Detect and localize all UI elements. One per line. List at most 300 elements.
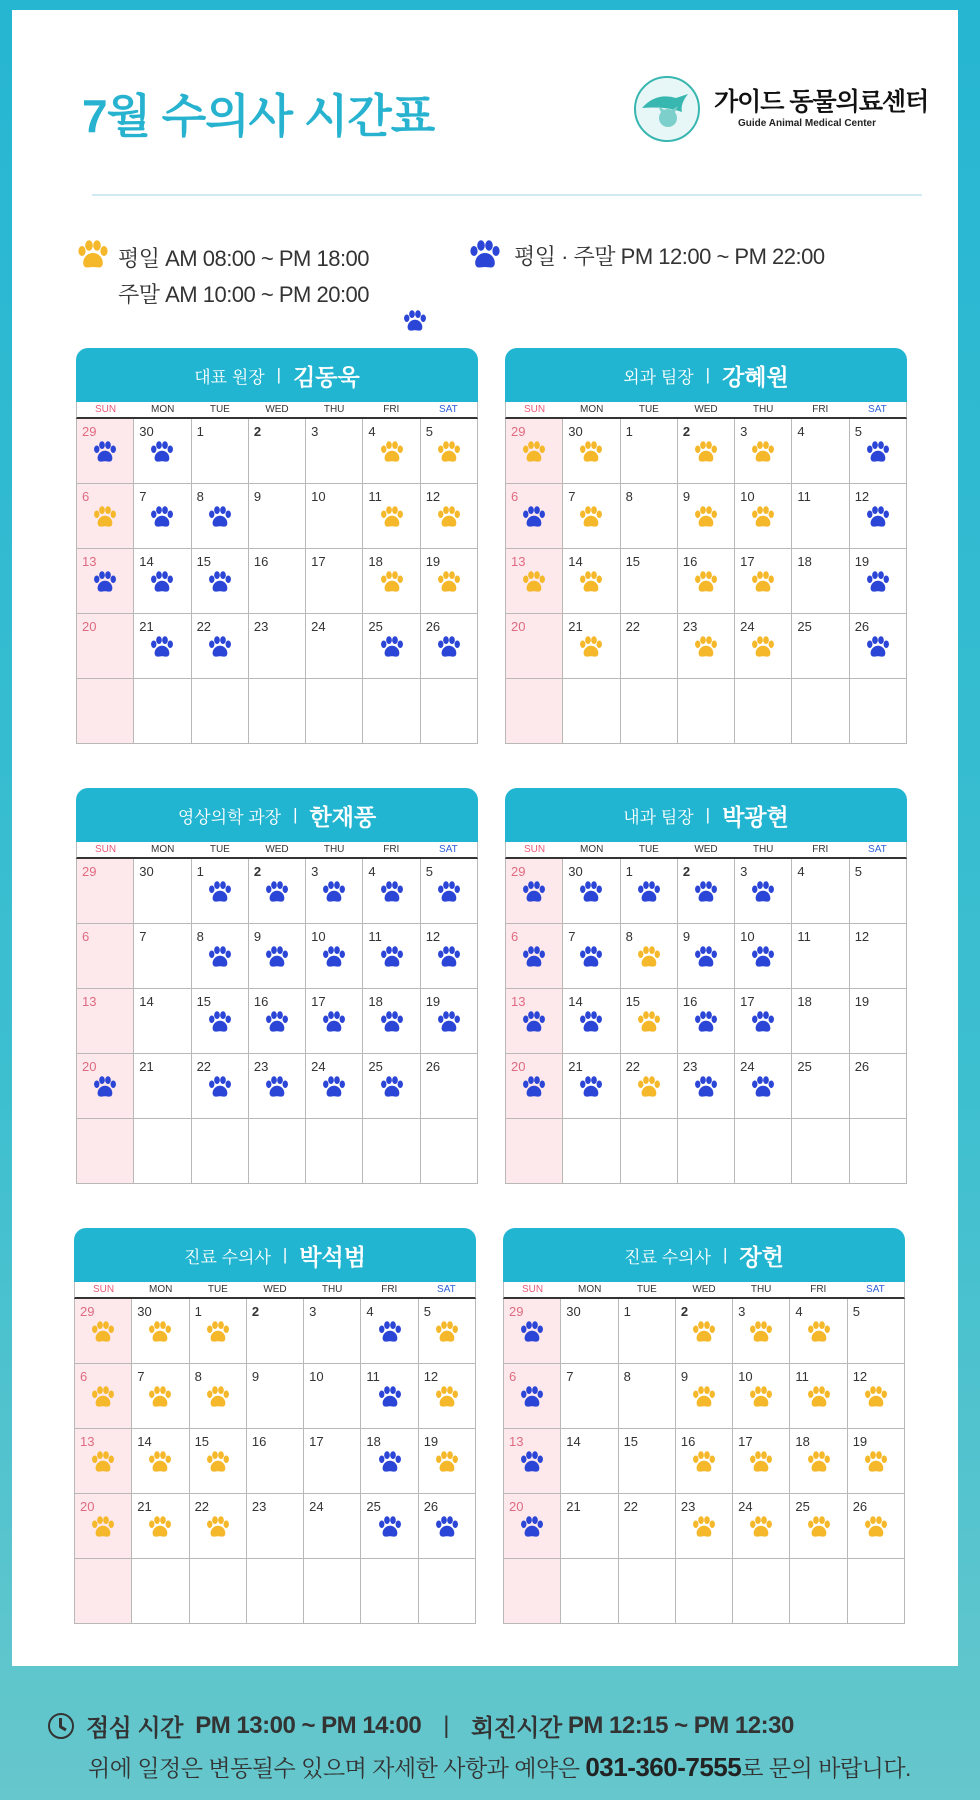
blue-paw-icon — [402, 310, 428, 334]
day-number: 20 — [82, 619, 97, 634]
blue-paw-icon — [264, 1076, 290, 1100]
day-cell — [790, 1364, 847, 1429]
blue-paw-icon — [149, 571, 175, 595]
day-number: 22 — [623, 1499, 639, 1514]
weekday-label: SAT — [868, 844, 887, 855]
calendar-header — [76, 348, 478, 402]
day-number: 25 — [795, 1499, 810, 1514]
day-cell — [621, 989, 678, 1054]
blue-paw-icon — [865, 441, 891, 465]
day-cell — [735, 859, 792, 924]
day-number: 26 — [423, 1499, 439, 1514]
day-cell — [790, 1429, 847, 1494]
day-cell — [506, 859, 563, 924]
day-number: 20 — [511, 1059, 526, 1074]
day-cell — [790, 1559, 847, 1624]
day-number: 13 — [511, 554, 526, 569]
day-cell — [848, 1299, 905, 1364]
day-cell — [421, 924, 478, 989]
yellow-paw-icon — [691, 1321, 717, 1345]
day-number: 17 — [740, 994, 755, 1009]
day-cell — [563, 679, 620, 744]
day-cell — [77, 419, 134, 484]
blue-paw-icon — [377, 1321, 403, 1345]
header-separator: | — [282, 1245, 288, 1264]
blue-paw-icon — [207, 636, 233, 660]
day-number: 4 — [368, 864, 376, 879]
schedule-card — [12, 10, 958, 1666]
day-cell — [249, 924, 306, 989]
weekday-label: SUN — [524, 404, 546, 415]
day-number: 1 — [196, 424, 204, 439]
day-cell — [848, 1429, 905, 1494]
day-cell — [563, 989, 620, 1054]
day-number: 3 — [309, 1304, 317, 1319]
yellow-paw-icon — [806, 1321, 832, 1345]
day-cell — [363, 679, 420, 744]
day-number: 11 — [797, 929, 811, 944]
yellow-paw-icon — [434, 1321, 460, 1345]
day-cell — [77, 679, 134, 744]
day-cell — [77, 859, 134, 924]
blue-paw-icon — [207, 1011, 233, 1035]
day-number: 7 — [568, 489, 576, 504]
yellow-paw-icon — [205, 1321, 231, 1345]
day-cell — [306, 1119, 363, 1184]
day-number: 14 — [139, 554, 154, 569]
day-cell — [75, 1299, 132, 1364]
day-number: 15 — [625, 554, 641, 569]
doctor-role: 진료 수의사 — [624, 1247, 711, 1267]
day-number: 26 — [854, 619, 870, 634]
day-cell — [563, 859, 620, 924]
weekday-header — [76, 402, 478, 419]
day-number: 6 — [511, 929, 519, 944]
day-cell — [77, 614, 134, 679]
day-number: 29 — [511, 424, 526, 439]
day-number: 18 — [797, 994, 812, 1009]
day-number: 8 — [196, 929, 204, 944]
yellow-paw-icon — [693, 571, 719, 595]
day-cell — [363, 989, 420, 1054]
yellow-paw-icon — [578, 636, 604, 660]
blue-paw-icon — [264, 946, 290, 970]
day-cell — [561, 1364, 618, 1429]
day-number: 12 — [423, 1369, 439, 1384]
day-cell — [792, 484, 849, 549]
weekday-label: MON — [151, 404, 175, 415]
weekday-label: SUN — [93, 1284, 115, 1295]
day-cell — [792, 419, 849, 484]
day-cell — [77, 484, 134, 549]
day-number: 9 — [253, 929, 262, 944]
day-cell — [735, 419, 792, 484]
day-cell — [421, 1119, 478, 1184]
day-cell — [361, 1559, 418, 1624]
day-cell — [363, 484, 420, 549]
header-separator: | — [293, 805, 298, 824]
logo-subtitle: Guide Animal Medical Center — [738, 118, 876, 129]
day-number: 9 — [253, 489, 262, 504]
day-cell — [563, 419, 620, 484]
day-number: 5 — [425, 864, 433, 879]
blue-paw-icon — [865, 506, 891, 530]
day-cell — [247, 1559, 304, 1624]
day-cell — [563, 614, 620, 679]
blue-paw-icon — [379, 881, 405, 905]
day-number: 8 — [623, 1369, 631, 1384]
blue-paw-icon — [434, 1516, 460, 1540]
blue-paw-icon — [521, 881, 547, 905]
yellow-paw-icon — [205, 1516, 231, 1540]
day-cell — [504, 1299, 561, 1364]
day-cell — [75, 1429, 132, 1494]
weekday-label: TUE — [209, 404, 230, 415]
day-number: 17 — [740, 554, 755, 569]
day-cell — [678, 1119, 735, 1184]
weekday-label: WED — [265, 404, 289, 415]
day-cell — [621, 549, 678, 614]
blue-paw-icon — [519, 1386, 545, 1410]
weekday-label: MON — [580, 844, 604, 855]
day-cell — [306, 419, 363, 484]
day-number: 30 — [568, 424, 583, 439]
day-cell — [192, 989, 249, 1054]
day-cell — [735, 549, 792, 614]
day-cell — [506, 419, 563, 484]
blue-paw-icon — [578, 881, 604, 905]
day-cell — [363, 1119, 420, 1184]
day-number: 3 — [311, 864, 319, 879]
yellow-paw-icon — [147, 1516, 173, 1540]
day-cell — [563, 549, 620, 614]
day-number: 24 — [740, 1059, 755, 1074]
weekday-label: THU — [323, 404, 345, 415]
day-number: 26 — [852, 1499, 868, 1514]
day-cell — [790, 1494, 847, 1559]
day-number: 29 — [82, 864, 97, 879]
yellow-paw-icon — [205, 1386, 231, 1410]
calendar-grid — [74, 1299, 476, 1624]
calendar-grid — [76, 419, 478, 744]
day-cell — [419, 1494, 476, 1559]
yellow-paw-icon — [636, 1076, 662, 1100]
footer-divider: | — [443, 1711, 449, 1739]
day-number: 2 — [253, 864, 262, 879]
day-number: 29 — [509, 1304, 524, 1319]
day-cell — [850, 614, 907, 679]
day-number: 8 — [625, 929, 633, 944]
day-number: 12 — [854, 929, 870, 944]
day-number: 18 — [797, 554, 812, 569]
day-cell — [306, 989, 363, 1054]
yellow-paw-icon — [636, 946, 662, 970]
day-number: 25 — [368, 1059, 383, 1074]
day-cell — [848, 1559, 905, 1624]
weekday-header — [76, 842, 478, 859]
day-cell — [619, 1299, 676, 1364]
meeting-time: PM 12:15 ~ PM 12:30 — [567, 1711, 794, 1739]
calendar-grid — [76, 859, 478, 1184]
blue-paw-icon — [321, 1076, 347, 1100]
yellow-paw-icon — [90, 1321, 116, 1345]
day-cell — [621, 484, 678, 549]
day-number: 14 — [568, 554, 583, 569]
blue-paw-icon — [693, 1011, 719, 1035]
doctor-calendar — [505, 348, 907, 744]
doctor-name: 김동욱 — [293, 363, 360, 390]
weekday-label: SAT — [866, 1284, 885, 1295]
yellow-paw-icon — [436, 441, 462, 465]
day-number: 15 — [623, 1434, 639, 1449]
day-cell — [249, 419, 306, 484]
day-number: 30 — [137, 1304, 152, 1319]
calendar-header — [505, 348, 907, 402]
day-number: 5 — [423, 1304, 431, 1319]
blue-paw-icon — [321, 1011, 347, 1035]
blue-paw-icon — [578, 1076, 604, 1100]
day-number: 19 — [425, 554, 441, 569]
weekday-label: TUE — [209, 844, 230, 855]
blue-paw-icon — [436, 636, 462, 660]
day-cell — [676, 1559, 733, 1624]
yellow-paw-icon — [748, 1386, 774, 1410]
day-cell — [735, 1054, 792, 1119]
day-cell — [506, 1054, 563, 1119]
day-cell — [363, 859, 420, 924]
day-cell — [421, 859, 478, 924]
day-number: 5 — [854, 864, 862, 879]
weekday-label: WED — [694, 404, 718, 415]
blue-paw-icon — [377, 1451, 403, 1475]
day-number: 9 — [682, 489, 691, 504]
blue-paw-icon — [519, 1321, 545, 1345]
day-number: 12 — [425, 489, 441, 504]
day-cell — [506, 989, 563, 1054]
day-cell — [134, 549, 191, 614]
weekday-header — [505, 402, 907, 419]
day-number: 5 — [852, 1304, 860, 1319]
day-cell — [421, 679, 478, 744]
day-number: 29 — [82, 424, 97, 439]
day-cell — [192, 484, 249, 549]
day-number: 9 — [682, 929, 691, 944]
day-cell — [306, 859, 363, 924]
day-cell — [249, 679, 306, 744]
day-cell — [678, 484, 735, 549]
blue-paw-icon — [321, 881, 347, 905]
day-cell — [190, 1559, 247, 1624]
day-number: 21 — [139, 619, 154, 634]
blue-paw-icon — [207, 1076, 233, 1100]
day-cell — [249, 1119, 306, 1184]
yellow-paw-icon — [92, 506, 118, 530]
day-cell — [134, 1119, 191, 1184]
day-number: 11 — [368, 929, 382, 944]
yellow-paw-icon — [436, 571, 462, 595]
day-cell — [132, 1429, 189, 1494]
day-cell — [561, 1494, 618, 1559]
day-number: 12 — [425, 929, 441, 944]
weekday-label: TUE — [638, 844, 659, 855]
day-number: 16 — [680, 1434, 696, 1449]
day-number: 19 — [854, 994, 870, 1009]
day-cell — [733, 1429, 790, 1494]
day-cell — [134, 484, 191, 549]
day-number: 1 — [625, 424, 633, 439]
day-number: 22 — [194, 1499, 210, 1514]
weekday-label: THU — [323, 844, 345, 855]
day-number: 13 — [511, 994, 526, 1009]
day-number: 24 — [738, 1499, 753, 1514]
weekday-label: MON — [580, 404, 604, 415]
blue-paw-icon — [436, 946, 462, 970]
day-cell — [792, 1054, 849, 1119]
day-number: 18 — [366, 1434, 381, 1449]
yellow-paw-icon — [693, 636, 719, 660]
yellow-paw-icon — [748, 1516, 774, 1540]
weekday-label: FRI — [812, 404, 829, 415]
day-cell — [363, 419, 420, 484]
day-cell — [306, 1054, 363, 1119]
day-number: 9 — [251, 1369, 260, 1384]
day-cell — [361, 1364, 418, 1429]
doctor-calendar — [505, 788, 907, 1184]
day-number: 8 — [196, 489, 204, 504]
blue-paw-icon — [92, 441, 118, 465]
day-cell — [247, 1364, 304, 1429]
yellow-paw-icon — [147, 1451, 173, 1475]
doctor-role: 대표 원장 — [194, 367, 265, 387]
blue-paw-icon — [149, 506, 175, 530]
day-number: 1 — [623, 1304, 631, 1319]
weekday-label: WED — [694, 844, 718, 855]
day-cell — [75, 1494, 132, 1559]
day-cell — [563, 1119, 620, 1184]
blue-paw-icon — [377, 1516, 403, 1540]
day-number: 16 — [682, 994, 698, 1009]
day-cell — [192, 614, 249, 679]
day-number: 19 — [423, 1434, 439, 1449]
doctor-name: 강혜원 — [722, 363, 789, 390]
day-number: 2 — [682, 864, 691, 879]
day-number: 6 — [80, 1369, 88, 1384]
blue-paw-icon — [865, 571, 891, 595]
day-number: 24 — [740, 619, 755, 634]
day-number: 21 — [139, 1059, 154, 1074]
day-cell — [192, 419, 249, 484]
day-cell — [792, 989, 849, 1054]
blue-paw-icon — [379, 946, 405, 970]
weekday-header — [505, 842, 907, 859]
day-number: 25 — [797, 1059, 812, 1074]
day-number: 22 — [625, 619, 641, 634]
day-cell — [850, 679, 907, 744]
day-number: 13 — [82, 994, 97, 1009]
day-number: 11 — [795, 1369, 809, 1384]
day-number: 10 — [311, 929, 326, 944]
day-cell — [190, 1364, 247, 1429]
day-cell — [249, 1054, 306, 1119]
yellow-paw-icon — [147, 1321, 173, 1345]
blue-paw-icon — [149, 441, 175, 465]
day-number: 15 — [196, 554, 212, 569]
day-number: 15 — [625, 994, 641, 1009]
blue-paw-icon — [865, 636, 891, 660]
day-number: 19 — [425, 994, 441, 1009]
blue-paw-icon — [693, 881, 719, 905]
day-number: 2 — [680, 1304, 689, 1319]
lunch-time: PM 13:00 ~ PM 14:00 — [195, 1711, 422, 1739]
day-cell — [678, 614, 735, 679]
day-number: 6 — [509, 1369, 517, 1384]
day-cell — [735, 484, 792, 549]
day-cell — [421, 1054, 478, 1119]
yellow-paw-icon — [750, 636, 776, 660]
day-cell — [676, 1299, 733, 1364]
day-number: 4 — [797, 864, 805, 879]
day-cell — [249, 859, 306, 924]
blue-paw-icon — [207, 571, 233, 595]
day-cell — [419, 1429, 476, 1494]
day-number: 3 — [738, 1304, 746, 1319]
day-cell — [247, 1299, 304, 1364]
day-cell — [306, 549, 363, 614]
day-number: 23 — [253, 1059, 269, 1074]
day-number: 4 — [366, 1304, 374, 1319]
weekday-label: THU — [321, 1284, 343, 1295]
logo-emblem — [634, 76, 700, 142]
weekday-label: THU — [752, 844, 774, 855]
day-cell — [621, 419, 678, 484]
day-number: 10 — [311, 489, 326, 504]
day-number: 23 — [253, 619, 269, 634]
day-cell — [190, 1494, 247, 1559]
yellow-paw-icon — [748, 1321, 774, 1345]
day-cell — [132, 1494, 189, 1559]
day-cell — [306, 484, 363, 549]
doctor-name: 장헌 — [739, 1243, 784, 1270]
calendar-header — [503, 1228, 905, 1282]
header-separator: | — [705, 805, 711, 824]
yellow-paw-icon — [806, 1451, 832, 1475]
weekday-label: SUN — [524, 844, 546, 855]
day-number: 7 — [137, 1369, 145, 1384]
day-number: 22 — [625, 1059, 641, 1074]
day-number: 30 — [568, 864, 583, 879]
day-number: 5 — [425, 424, 433, 439]
yellow-paw-icon — [90, 1516, 116, 1540]
day-number: 26 — [854, 1059, 870, 1074]
day-number: 14 — [137, 1434, 152, 1449]
day-number: 3 — [311, 424, 319, 439]
yellow-paw-icon — [434, 1386, 460, 1410]
day-number: 24 — [309, 1499, 324, 1514]
calendar-grid — [505, 859, 907, 1184]
day-cell — [848, 1364, 905, 1429]
day-cell — [619, 1364, 676, 1429]
day-cell — [304, 1559, 361, 1624]
legend-blue-hours: 평일 · 주말 PM 12:00 ~ PM 22:00 — [514, 244, 825, 269]
calendar-header — [76, 788, 478, 842]
day-cell — [192, 924, 249, 989]
blue-paw-icon — [379, 636, 405, 660]
notice-text-end: 로 문의 바랍니다. — [741, 1755, 911, 1781]
yellow-paw-icon — [693, 441, 719, 465]
day-cell — [363, 549, 420, 614]
day-cell — [249, 549, 306, 614]
day-number: 6 — [511, 489, 519, 504]
